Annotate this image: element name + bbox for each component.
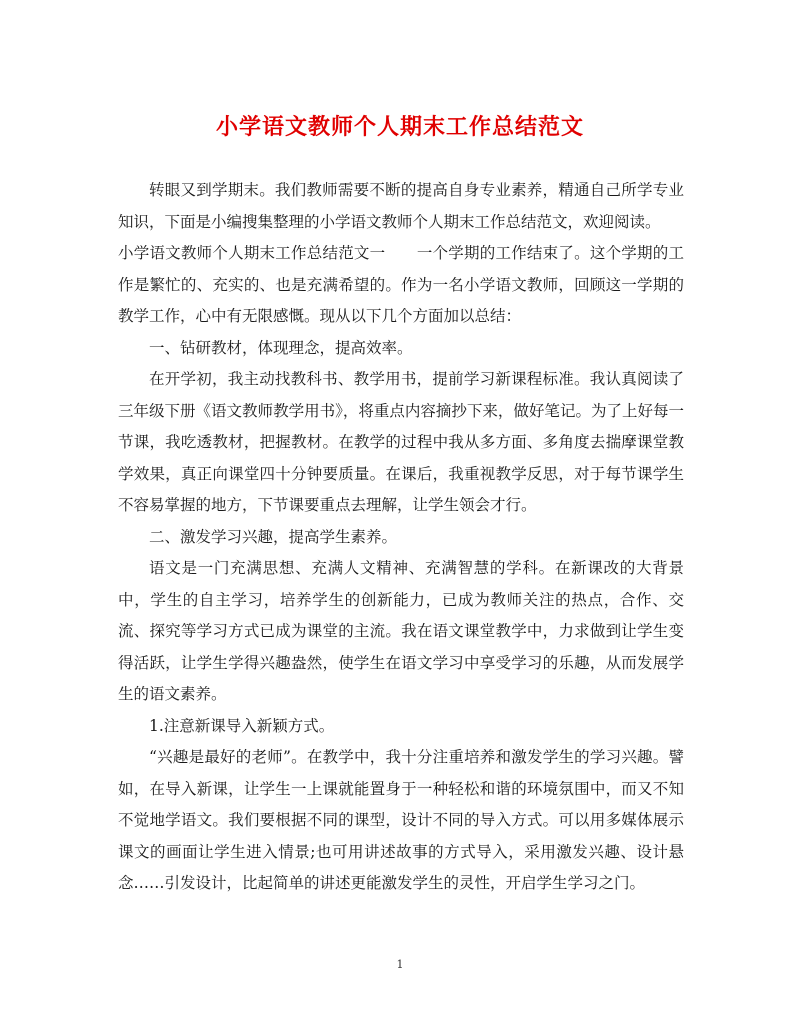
section-heading-1: 一、钻研教材，体现理念，提高效率。	[149, 338, 413, 357]
document-body	[118, 175, 684, 900]
section-1-paragraph: 在开学初，我主动找教科书、教学用书，提前学习新课程标准。我认真阅读了三年级下册《语文教师教学用书》，将重点内容摘抄下来，做好笔记。为了上好每一节课，我吃透教材，把握教材。在教学的过程中我从多方面、多角度去揣摩课堂教学效果，真正向课堂四十分钟要质量。在课后，我重视教学反思，对于每节课学生不容易掌握的地方，下节课要重点去理解，让学生领会才行。	[118, 370, 684, 514]
section-heading-2: 二、激发学习兴趣，提高学生素养。	[149, 527, 398, 546]
subsection-1-paragraph: “兴趣是最好的老师”。在教学中，我十分注重培养和激发学生的学习兴趣。譬如，在导入新课，让学生一上课就能置身于一种轻松和谐的环境氛围中，而又不知不觉地学语文。我们要根据不同的课型，设计不同的导入方式。可以用多媒体展示课文的画面让学生进入情景;也可用讲述故事的方式导入，采用激发兴趣、设计悬念……引发设计，比起简单的讲述更能激发学生的灵性，开启学生学习之门。	[118, 748, 684, 892]
section-2-paragraph: 语文是一门充满思想、充满人文精神、充满智慧的学科。在新课改的大背景中，学生的自主学习，培养学生的创新能力，已成为教师关注的热点，合作、交流、探究等学习方式已成为课堂的主流。我在语文课堂教学中，力求做到让学生变得活跃，让学生学得兴趣盎然，使学生在语文学习中享受学习的乐趣，从而发展学生的语文素养。	[118, 559, 684, 703]
document-title: 小学语文教师个人期末工作总结范文	[215, 114, 584, 140]
intro-paragraph: 转眼又到学期末。我们教师需要不断的提高自身专业素养，精通自己所学专业知识，下面是小编搜集整理的小学语文教师个人期末工作总结范文，欢迎阅读。	[118, 181, 684, 231]
page-number: 1	[396, 958, 404, 971]
summary-opening-paragraph: 小学语文教师个人期末工作总结范文一 一个学期的工作结束了。这个学期的工作是繁忙的、充实的、也是充满希望的。作为一名小学语文教师，回顾这一学期的教学工作，心中有无限感慨。现从以下几个方面加以总结：	[118, 244, 684, 325]
subsection-heading-1: 1.注意新课导入新颖方式。	[149, 716, 335, 735]
